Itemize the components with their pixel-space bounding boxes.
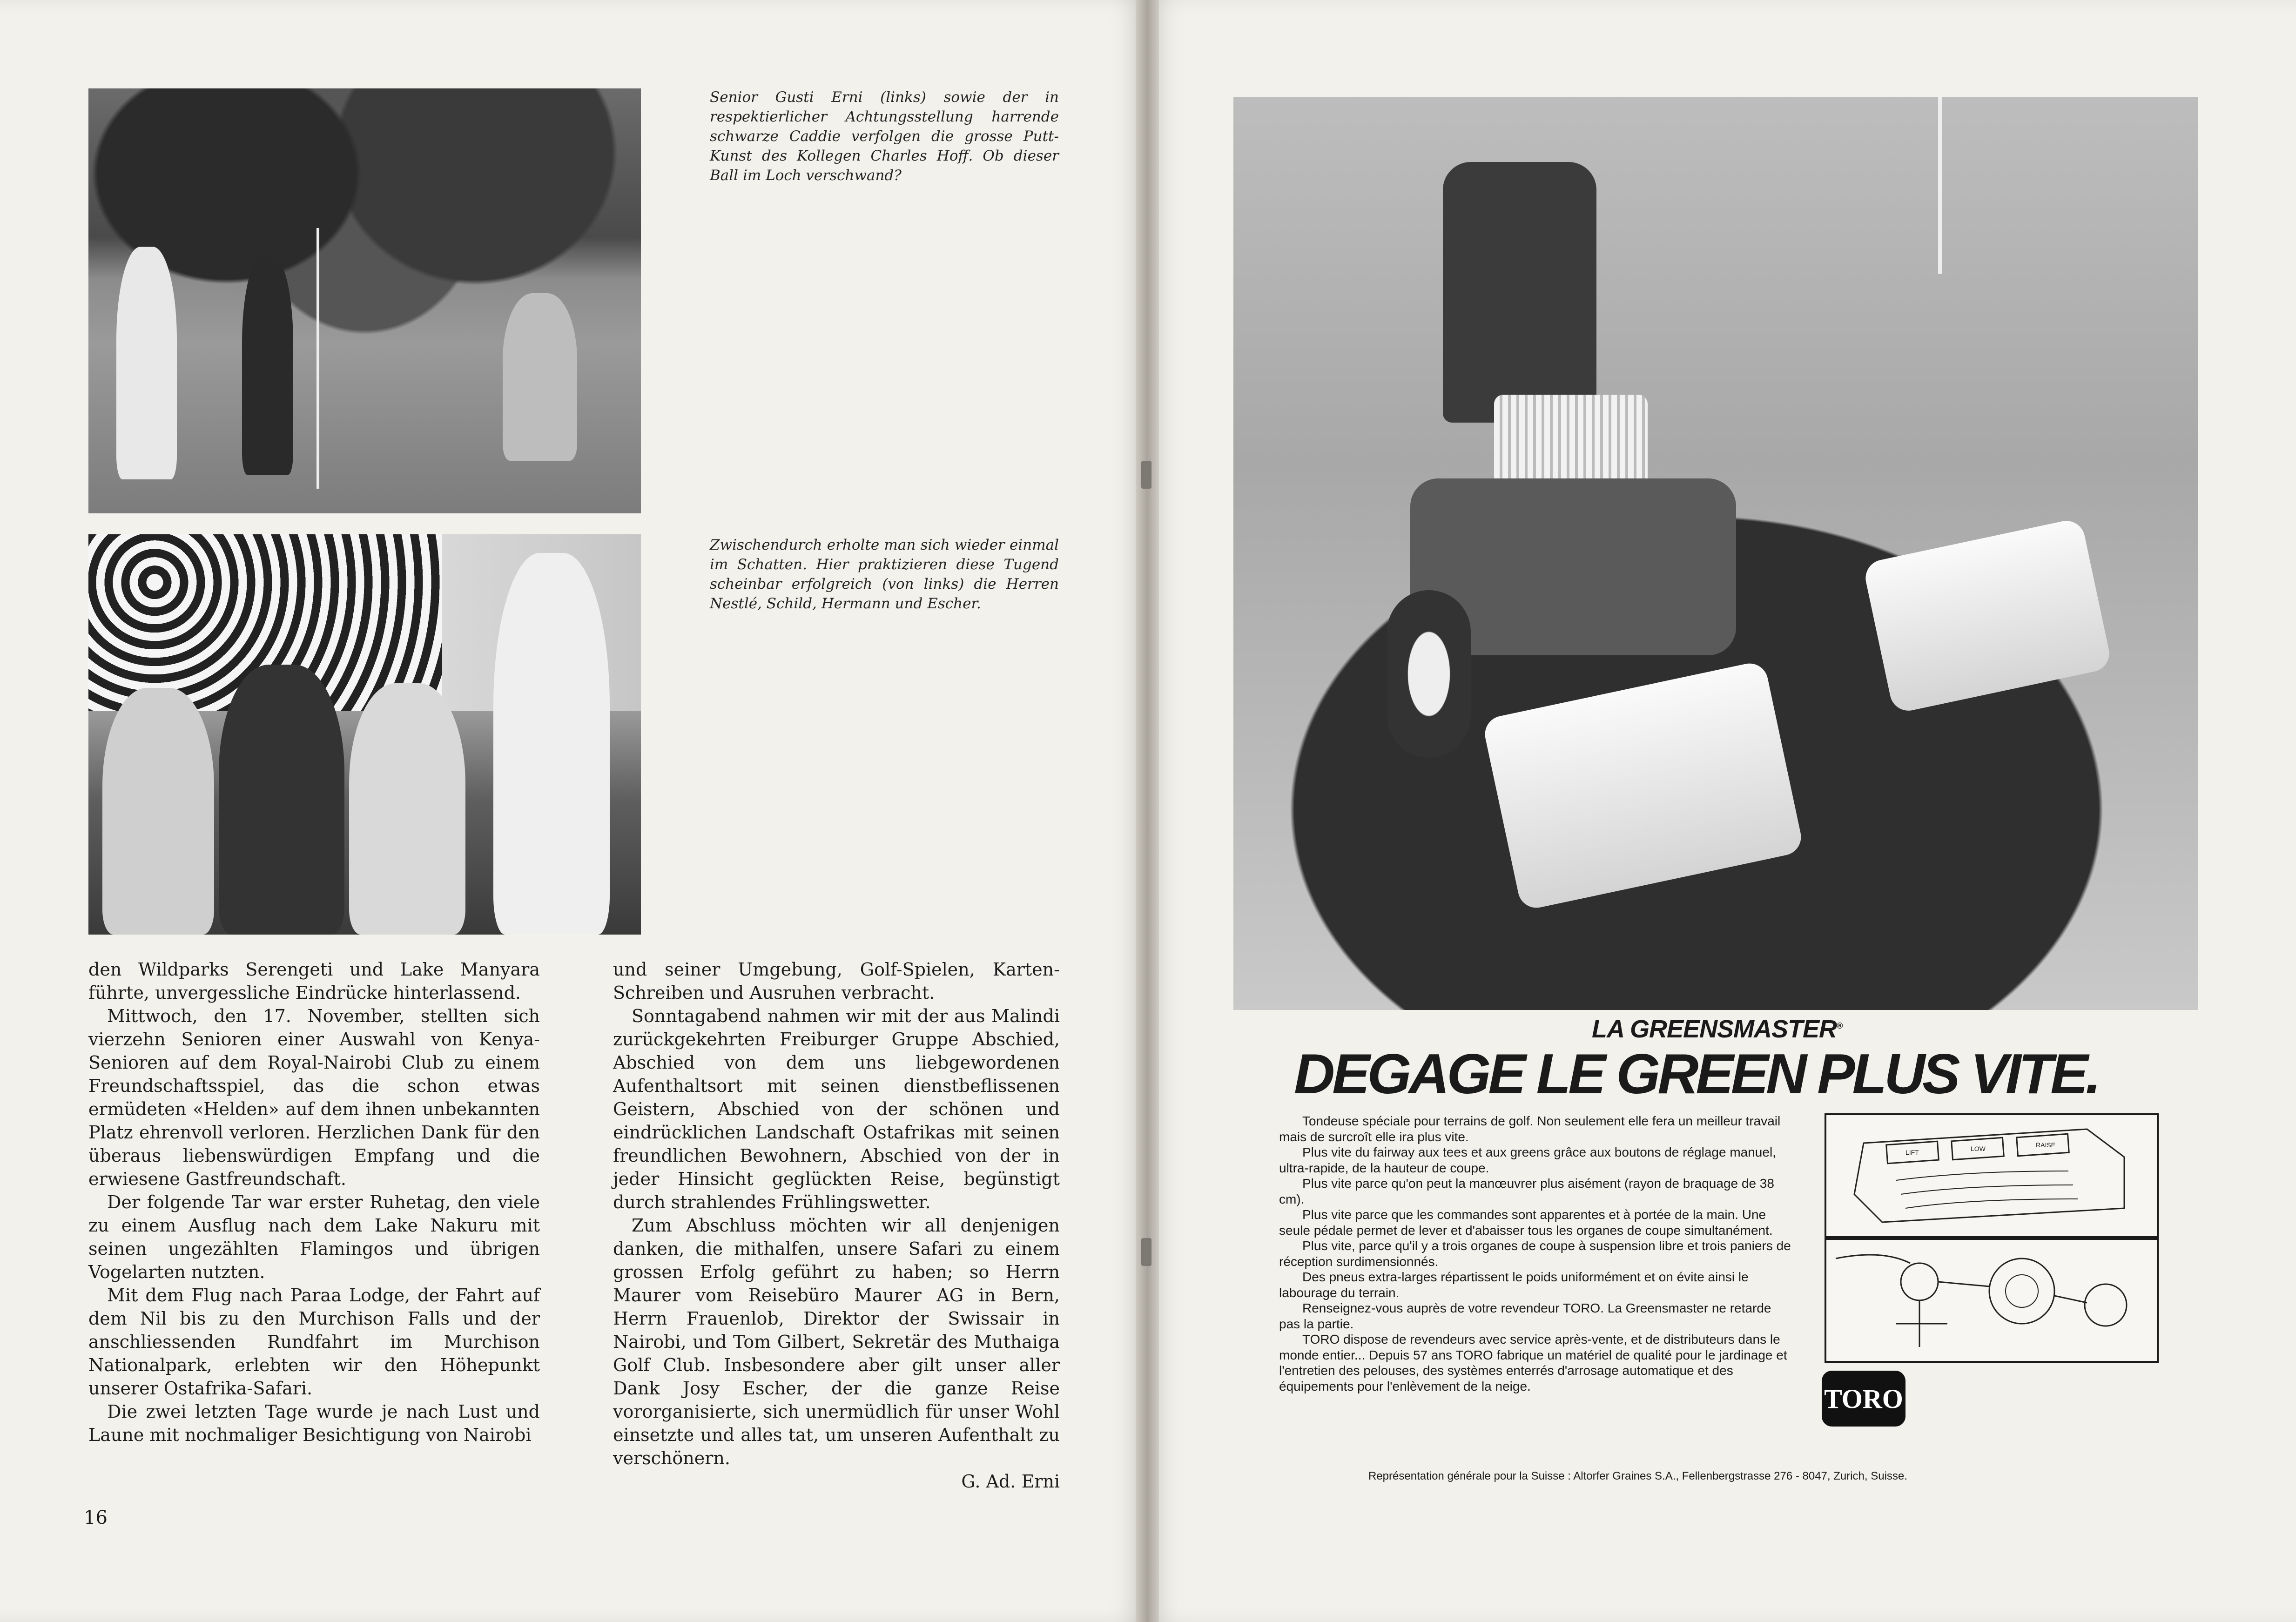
page-number: 16 xyxy=(84,1507,108,1528)
kicker-text: LA GREENSMASTER xyxy=(1592,1015,1837,1043)
toro-logo: TORO xyxy=(1822,1371,1905,1427)
paragraph: Mittwoch, den 17. November, stellten sich vierzehn Senioren einer Auswahl von Kenya-Senioren auf dem Royal-Nairobi Club zu einem Freundschaftsspiel, das die schon etwas ermüdeten «Helden» auf dem ihnen unbekannten Platz ehrenvoll verloren. Herzlichen Dank für den überaus liebenswürdigen Empfang und die erwiesene Gastfreundschaft. xyxy=(88,1006,540,1189)
photo-figure xyxy=(219,665,344,935)
mechanism-diagram xyxy=(1825,1238,2159,1363)
diagram-label-lift: LIFT xyxy=(1905,1149,1919,1156)
diagram-label-low: LOW xyxy=(1971,1145,1986,1152)
paragraph: Der folgende Tar war erster Ruhetag, den viele zu einem Ausflug nach dem Lake Nakuru mit seinen ungezählten Flamingos und übrigen Vogelarten nutzten. xyxy=(88,1192,540,1282)
flag-pole xyxy=(316,228,319,489)
diagram-label-raise: RAISE xyxy=(2036,1141,2056,1149)
book-gutter xyxy=(1136,0,1159,1622)
photo-figure xyxy=(116,247,177,479)
controls-diagram xyxy=(1825,1113,2159,1238)
ad-footer: Représentation générale pour la Suisse : Altorfer Graines S.A., Fellenbergstrasse 276 - 8047, Zurich, Suisse. xyxy=(1368,1470,1907,1482)
author-signature: G. Ad. Erni xyxy=(961,1471,1060,1492)
ad-paragraph: Plus vite du fairway aux tees et aux greens grâce aux boutons de réglage manuel, ultra-rapide, de la hauteur de coupe. xyxy=(1279,1145,1776,1175)
photo-roller xyxy=(1862,518,2113,714)
paragraph: Mit dem Flug nach Paraa Lodge, der Fahrt auf dem Nil bis zu den Murchison Falls und der anschliessenden Rundfahrt im Murchison Nationalpark, erlebten wir den Höhepunkt unserer Ostafrika-Safari. xyxy=(88,1285,540,1399)
mechanism-diagram-drawing xyxy=(1826,1240,2153,1357)
photo-figure xyxy=(242,256,293,475)
photo-wheel xyxy=(1387,590,1471,758)
photo-caption-top: Senior Gusti Erni (links) sowie der in respektierlicher Achtungsstellung harrende schwarze Caddie verfolgen die grosse Putt-Kunst des Kollegen Charles Hoff. Ob dieser Ball im Loch verschwand? xyxy=(710,89,1059,184)
ad-paragraph: Plus vite parce que les commandes sont apparentes et à portée de la main. Une seule pédale permet de lever et d'abaisser tous les organes de coupe simultanément. xyxy=(1279,1207,1773,1238)
ad-headline: DEGAGE LE GREEN PLUS VITE. xyxy=(1294,1042,2099,1105)
paragraph: Sonntagabend nahmen wir mit der aus Malindi zurückgekehrten Freiburger Gruppe Abschied, Abschied von dem uns liebgewordenen Aufenthaltsort mit seinen dienstbeflissenen Geistern, Abschied von der schönen und eindrücklichen Landschaft Ostafrikas mit seinen freundlichen Bewohnern, Abschied von der in jeder Hinsicht geglückten Reise, begünstigt durch strahlendes Frühlingswetter. xyxy=(613,1006,1060,1212)
paragraph: Die zwei letzten Tage wurde je nach Lust und Laune mit nochmaliger Besichtigung von Nairobi xyxy=(88,1401,540,1445)
ad-paragraph: TORO dispose de revendeurs avec service après-vente, et de distributeurs dans le monde entier... Depuis 57 ans TORO fabrique un matériel de qualité pour le jardinage et l'entretien des pelouses, des systèmes enterrés d'arrosage automatique et des équipements pour l'enlèvement de la neige. xyxy=(1279,1332,1787,1393)
ad-copy xyxy=(1279,1113,1791,1394)
ad-paragraph: Plus vite parce qu'on peut la manœuvrer plus aisément (rayon de braquage de 38 cm). xyxy=(1279,1176,1774,1206)
seniors-shade-photo xyxy=(88,534,641,935)
photo-figure xyxy=(503,293,577,461)
article-column-2 xyxy=(613,958,1060,1493)
controls-diagram-drawing xyxy=(1826,1115,2153,1232)
paragraph: Zum Abschluss möchten wir all denjenigen danken, die mithalfen, unsere Safari zu einem grossen Erfolg geführt zu haben; so Herrn Maurer vom Reisebüro Maurer AG in Bern, Herrn Frauenlob, Direktor der Swissair in Nairobi, und Tom Gilbert, Sekretär des Muthaiga Golf Club. Insbesondere aber gilt unser aller Dank Josy Escher, der die ganze Reise vororganisierte, sich unermüdlich für unser Wohl einsetzte und alles tat, um unseren Aufenthalt zu verschönern. xyxy=(613,1215,1060,1468)
greensmaster-mower-photo xyxy=(1233,97,2198,1010)
photo-caption-middle: Zwischendurch erholte man sich wieder einmal im Schatten. Hier praktizieren diese Tugend scheinbar erfolgreich (von links) die Herren Nestlé, Schild, Hermann und Escher. xyxy=(710,537,1059,612)
flag-pole xyxy=(1938,97,1942,274)
staple xyxy=(1141,461,1151,489)
article-column-1 xyxy=(88,958,540,1447)
photo-figure xyxy=(349,683,465,935)
registered-mark: ® xyxy=(1837,1021,1843,1030)
photo-figure xyxy=(102,688,214,935)
ad-paragraph: Renseignez-vous auprès de votre revendeur TORO. La Greensmaster ne retarde pas la partie. xyxy=(1279,1301,1771,1331)
photo-figure xyxy=(493,553,610,935)
paragraph: und seiner Umgebung, Golf-Spielen, Karten-Schreiben und Ausruhen verbracht. xyxy=(613,959,1060,1003)
golf-putting-photo xyxy=(88,88,641,513)
paragraph: den Wildparks Serengeti und Lake Manyara führte, unvergessliche Eindrücke hinterlassend. xyxy=(88,959,540,1003)
ad-paragraph: Tondeuse spéciale pour terrains de golf. Non seulement elle fera un meilleur travail mais de surcroît elle ira plus vite. xyxy=(1279,1114,1781,1144)
ad-kicker xyxy=(1592,1015,1842,1043)
ad-paragraph: Des pneus extra-larges répartissent le poids uniformément et on évite ainsi le labourage du terrain. xyxy=(1279,1270,1749,1300)
photo-roller xyxy=(1481,660,1804,911)
ad-paragraph: Plus vite, parce qu'il y a trois organes de coupe à suspension libre et trois paniers de réception surdimensionnés. xyxy=(1279,1238,1791,1269)
staple xyxy=(1141,1238,1151,1266)
photo-figure xyxy=(1443,162,1596,423)
